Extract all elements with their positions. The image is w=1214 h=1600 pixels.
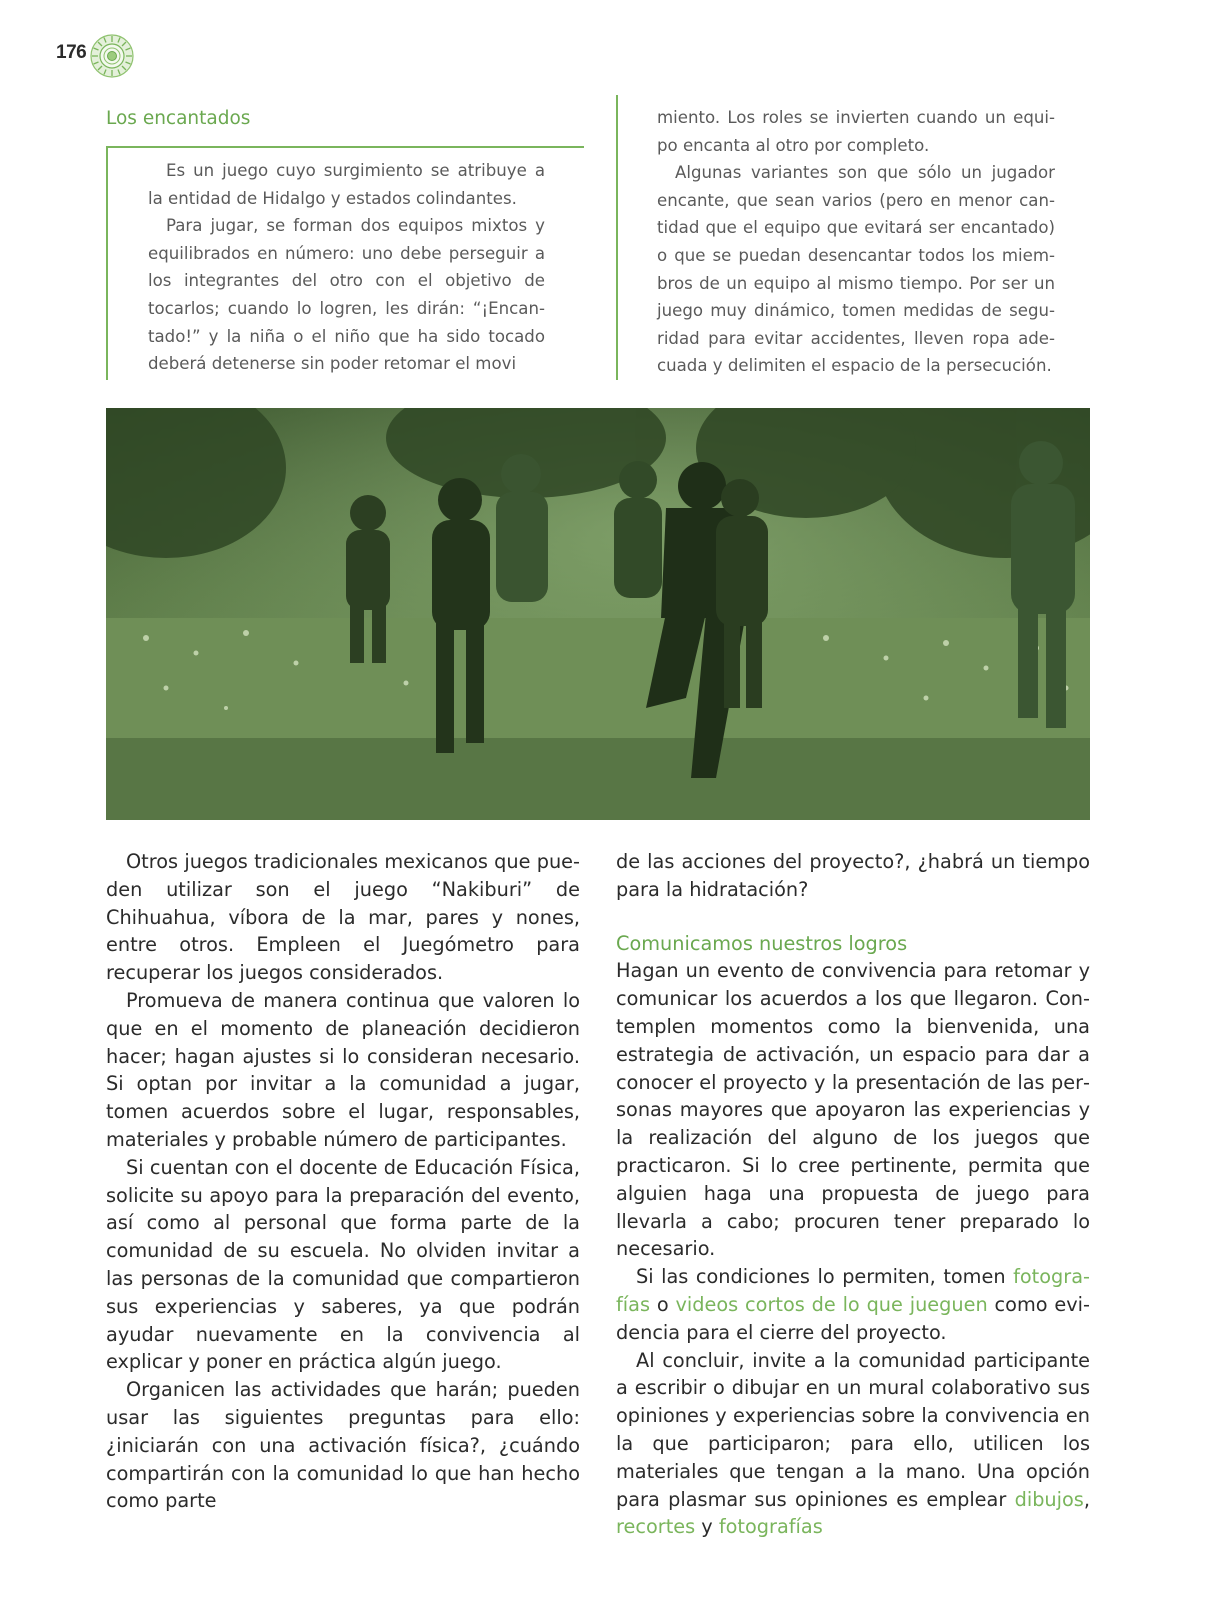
- box-paragraph: Es un juego cuyo surgimiento se atribuye a la entidad de Hidalgo y estados colindantes.: [148, 161, 545, 208]
- text-run: Al concluir, invite a la comunidad participante a escribir o dibujar en un mural colaborativo sus opiniones y experiencias sobre la convivencia en la que participaron; para ello, utilicen los materiales que tengan a la mano. Una opción para plasmar sus opiniones es emplear: [616, 1348, 1090, 1511]
- box-paragraph: miento. Los roles se invierten cuando un equipo encanta al otro por completo.: [657, 108, 1055, 155]
- text-run: y: [695, 1515, 719, 1539]
- section-heading: Comunicamos nuestros logros: [616, 931, 908, 955]
- body-paragraph: Si cuentan con el docente de Educación Física, solicite su apoyo para la preparación del evento, así como al personal que forma parte de la comunidad de su escuela. No olviden invitar a las personas de la comunidad que compartieron sus experiencias y saberes, ya que podrán ayudar nuevamente en la convivencia al explicar y poner en práctica algún juego.: [106, 1155, 580, 1374]
- body-paragraph: Hagan un evento de convivencia para retomar y comunicar los acuerdos a los que llegaron. Contemplen momentos como la bienvenida, una estrategia de activación, un espacio para dar a conocer el proyecto y la presentación de las personas mayores que apoyaron las experiencias y la realización del alguno de los juegos que practicaron. Si lo cree pertinente, permita que alguien haga una propuesta de juego para llevarla a cabo; procuren tener preparado lo necesario.: [616, 959, 1090, 1261]
- box-divider-horizontal: [106, 146, 584, 148]
- body-paragraph: de las acciones del proyecto?, ¿habrá un tiempo para la hidratación?: [616, 850, 1090, 901]
- box-right-column: [657, 104, 1055, 380]
- text-run: ,: [1083, 1487, 1090, 1511]
- box-left-column: [148, 157, 545, 378]
- body-paragraph: [616, 1263, 1090, 1346]
- box-border-left: [106, 147, 108, 380]
- children-running-photo: [106, 408, 1090, 820]
- box-paragraph: Para jugar, se forman dos equipos mixtos y equilibrados en número: uno debe perseguir a los integrantes del otro con el objetivo de tocarlos; cuando lo logren, les dirán: “¡Encantado!” y la niña o el niño que ha sido tocado deberá detenerse sin poder retomar el movi: [148, 216, 545, 374]
- page-number: 176: [56, 42, 87, 63]
- box-column-divider: [616, 95, 618, 380]
- body-paragraph: Promueva de manera continua que valoren lo que en el momento de planeación decidieron hacer; hagan ajustes si lo consideran necesario. Si optan por invitar a la comunidad a jugar, tomen acuerdos sobre el lugar, responsables, materiales y probable número de participantes.: [106, 988, 580, 1151]
- box-title: Los encantados: [106, 108, 251, 129]
- highlight-term-videos: videos cortos de lo que jueguen: [675, 1292, 988, 1316]
- text-run: como evidencia para el cierre del proyecto.: [616, 1292, 1090, 1344]
- highlight-term-photos: fotografías: [616, 1265, 1090, 1316]
- text-run: Si las condiciones lo permiten, tomen: [636, 1265, 1014, 1289]
- box-paragraph: Algunas variantes son que sólo un jugador encante, que sean varios (pero en menor cantidad que el equipo que evitará ser encantado) o que se puedan desencantar todos los miembros de un equipo al mismo tiempo. Por ser un juego muy dinámico, tomen medidas de seguridad para evitar accidentes, lleven ropa adecuada y delimiten el espacio de la persecución.: [657, 163, 1055, 376]
- decorative-medallion-icon: [90, 34, 134, 78]
- text-run: o: [650, 1292, 676, 1316]
- highlight-term-photographs: fotografías: [718, 1515, 823, 1539]
- highlight-term-drawings: dibujos: [1014, 1487, 1084, 1511]
- body-paragraph: Organicen las actividades que harán; pueden usar las siguientes preguntas para ello: ¿iniciarán con una activación física?, ¿cuándo compartirán con la comunidad lo que han hecho como parte: [106, 1378, 580, 1513]
- highlight-term-cutouts: recortes: [616, 1515, 696, 1539]
- body-right-column: [616, 848, 1090, 1541]
- body-paragraph: [616, 1347, 1090, 1542]
- body-left-column: [106, 848, 580, 1515]
- body-paragraph: Otros juegos tradicionales mexicanos que pueden utilizar son el juego “Nakiburi” de Chihuahua, víbora de la mar, pares y nones, entre otros. Empleen el Juegómetro para recuperar los juegos considerados.: [106, 850, 580, 985]
